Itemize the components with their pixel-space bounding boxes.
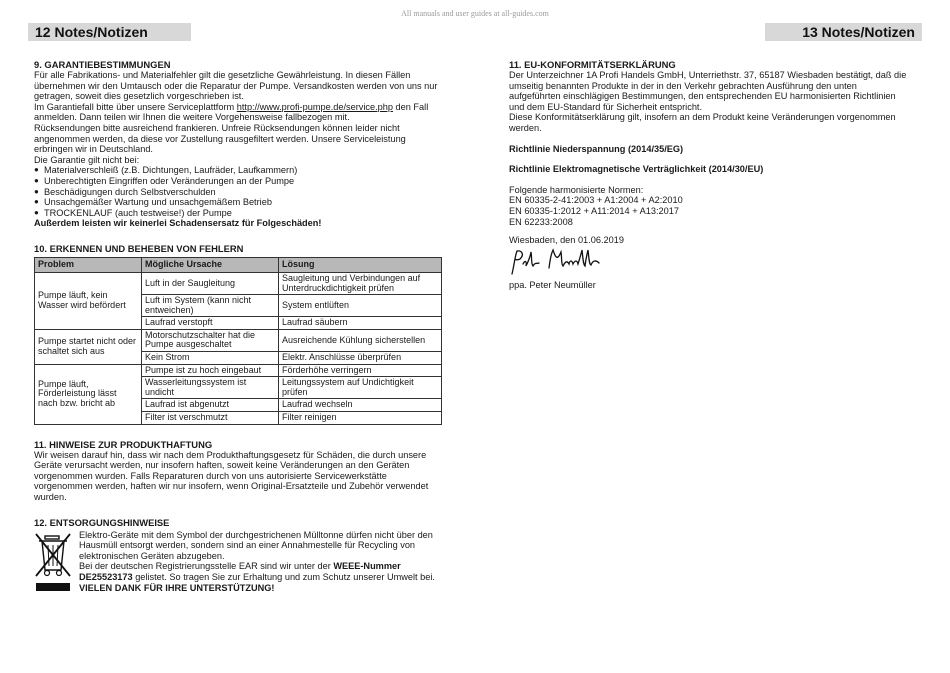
list-item: ● Unberechtigten Eingriffen oder Veränderungen an der Pumpe (34, 176, 442, 187)
table-header-row (35, 257, 442, 272)
liability-paragraph: Wir weisen darauf hin, dass wir nach dem Produkthaftungsgesetz für Schäden, die durch unsere Geräte verursacht werden, nur insofern haften, soweit keine Veränderungen an den Geräten vorgenommen wurden. Falls Reparaturen durch von uns autorisierte Servicewerkstätte vorgenommen werden, haften wir nur insofern, wenn Original-Ersatzteile und Zubehör verwendet wurden. (34, 449, 429, 502)
cause-cell: Luft in der Saugleitung (142, 272, 279, 294)
problem-cell: Pumpe läuft, kein Wasser wird befördert (35, 272, 142, 329)
section-10-title: 10. ERKENNEN UND BEHEBEN VON FEHLERN (34, 242, 244, 254)
table-row (35, 364, 442, 377)
norms-label: Folgende harmonisierte Normen: (509, 184, 644, 195)
norm-item: EN 60335-1:2012 + A11:2014 + A13:2017 (509, 205, 679, 216)
solution-cell: Leitungssystem auf Undichtigkeit prüfen (279, 377, 442, 399)
warranty-paragraph-1: Für alle Fabrikations- und Materialfehler gilt die gesetzliche Gewährleistung. In diesen Fällen übernehmen wir den Umtausch oder die Reparatur der Pumpe. Versandkosten werden von uns nur getragen, soweit dies gesetzlich vorgeschrieben ist. (34, 70, 438, 102)
eu-paragraph-1: Der Unterzeichner 1A Profi Handels GmbH, Unterriethstr. 37, 65187 Wiesbaden bestätigt, daß die umseitig benannten Produkte in der in den Verkehr gebrachten Ausführung den unten aufgeführten einschlägigen Bestimmungen, den entsprechenden EU harmonisierten Richtlinien und dem EU-Standard für Sicherheit entspricht. (509, 70, 907, 112)
solution-cell: Saugleitung und Verbindungen auf Unterdruckdichtigkeit prüfen (279, 272, 442, 294)
page-header-right: 13 Notes/Notizen (765, 23, 922, 41)
solution-cell: Filter reinigen (279, 412, 442, 425)
column-header-problem: Problem (35, 257, 142, 272)
cause-cell: Kein Strom (142, 352, 279, 365)
thank-you-note: VIELEN DANK FÜR IHRE UNTERSTÜTZUNG! (79, 582, 275, 593)
place-date: Wiesbaden, den 01.06.2019 (509, 235, 624, 246)
signer-name: ppa. Peter Neumüller (509, 280, 596, 291)
list-item: ● TROCKENLAUF (auch testweise!) der Pumpe (34, 208, 442, 219)
page-header-left: 12 Notes/Notizen (28, 23, 191, 41)
solution-cell: Laufrad wechseln (279, 399, 442, 412)
cause-cell: Wasserleitungssystem ist undicht (142, 377, 279, 399)
cause-cell: Laufrad verstopft (142, 317, 279, 330)
solution-cell: Förderhöhe verringern (279, 364, 442, 377)
warranty-paragraph-4: Die Garantie gilt nicht bei: (34, 154, 140, 165)
troubleshooting-table (34, 257, 442, 425)
warranty-p2-post: den Fall anmelden. Dann teilen wir Ihnen die weitere Vorgehensweise fallbezogen mit. (34, 101, 429, 123)
cause-cell: Motorschutzschalter hat die Pumpe ausgeschaltet (142, 329, 279, 351)
directive-low-voltage: Richtlinie Niederspannung (2014/35/EG) (509, 143, 684, 154)
handwritten-signature (509, 248, 909, 281)
weee-number: WEEE-Nummer DE25523173 (79, 561, 401, 582)
solution-cell: Ausreichende Kühlung sicherstellen (279, 329, 442, 351)
eu-paragraph-2: Diese Konformitätserklärung gilt, insofern an dem Produkt keine Veränderungen vorgenommen werden. (509, 112, 896, 133)
cause-cell: Luft im System (kann nicht entweichen) (142, 295, 279, 317)
watermark-text: All manuals and user guides at all-guides.com (401, 9, 549, 18)
section-11-title: 11. HINWEISE ZUR PRODUKTHAFTUNG (34, 438, 213, 450)
warranty-exclusions-list (34, 165, 442, 218)
directive-emc: Richtlinie Elektromagnetische Verträglichkeit (2014/30/EU) (509, 164, 764, 175)
warranty-disclaimer: Außerdem leisten wir keinerlei Schadensersatz für Folgeschäden! (34, 218, 322, 229)
problem-cell: Pumpe startet nicht oder schaltet sich aus (35, 329, 142, 364)
disposal-block (34, 530, 442, 595)
service-link[interactable]: http://www.profi-pumpe.de/service.php (236, 101, 393, 112)
section-12-title: 12. ENTSORGUNGSHINWEISE (34, 516, 170, 528)
column-header-solution: Lösung (279, 257, 442, 272)
list-item: ● Beschädigungen durch Selbstverschulden (34, 187, 442, 198)
solution-cell: Elektr. Anschlüsse überprüfen (279, 352, 442, 365)
solution-cell: System entlüften (279, 295, 442, 317)
solution-cell: Laufrad säubern (279, 317, 442, 330)
disposal-p2-post: gelistet. So tragen Sie zur Erhaltung und zum Schutz unserer Umwelt bei. (132, 571, 435, 582)
column-header-cause: Mögliche Ursache (142, 257, 279, 272)
left-column (34, 59, 442, 594)
norm-item: EN 60335-2-41:2003 + A1:2004 + A2:2010 (509, 195, 683, 206)
list-item: ● Unsachgemäßer Wartung und unsachgemäßem Betrieb (34, 197, 442, 208)
warranty-p2-pre: Im Garantiefall bitte über unsere Serviceplattform (34, 101, 237, 112)
disposal-text (79, 530, 442, 595)
cause-cell: Laufrad ist abgenutzt (142, 399, 279, 412)
problem-cell: Pumpe läuft, Förderleistung lässt nach bzw. bricht ab (35, 364, 142, 424)
disposal-paragraph-2 (79, 561, 442, 582)
norm-item: EN 62233:2008 (509, 216, 573, 227)
disposal-p2-pre: Bei der deutschen Registrierungsstelle EAR sind wir unter der (79, 561, 334, 572)
disposal-paragraph-1: Elektro-Geräte mit dem Symbol der durchgestrichenen Mülltonne dürfen nicht über den Hausmüll entsorgt werden, sondern sind an einer Annahmestelle für Recycling von elektronischen Geräten abzugeben. (79, 529, 433, 561)
warranty-paragraph-2 (34, 102, 442, 123)
warranty-paragraph-3: Rücksendungen bitte ausreichend frankieren. Unfreie Rücksendungen können leider nicht angenommen werden, da diese vor Zustellung rausgefiltert werden. Unsere Serviceleistung erbringen wir in Deutschland. (34, 122, 406, 155)
section-9-title: 9. GARANTIEBESTIMMUNGEN (34, 59, 171, 70)
crossed-bin-icon (34, 530, 76, 595)
eu-conformity-title: 11. EU-KONFORMITÄTSERKLÄRUNG (509, 59, 676, 70)
cause-cell: Pumpe ist zu hoch eingebaut (142, 364, 279, 377)
table-row (35, 329, 442, 351)
cause-cell: Filter ist verschmutzt (142, 412, 279, 425)
list-item: ● Materialverschleiß (z.B. Dichtungen, Laufräder, Laufkammern) (34, 165, 442, 176)
table-row (35, 272, 442, 294)
right-column (509, 59, 909, 291)
